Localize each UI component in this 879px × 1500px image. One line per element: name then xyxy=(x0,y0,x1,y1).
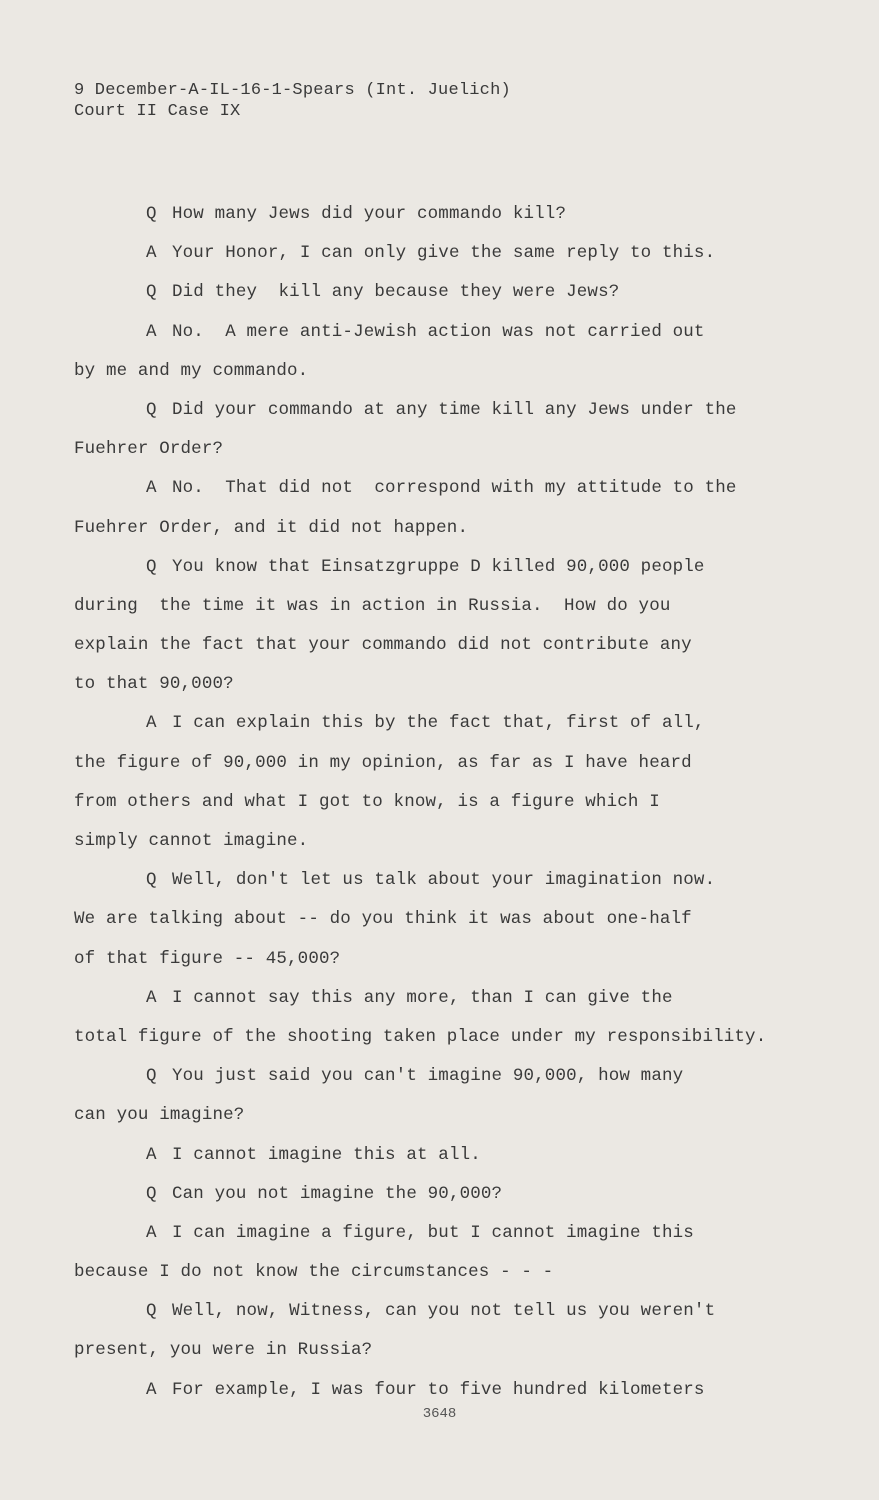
transcript-line xyxy=(74,1175,834,1214)
transcript-line xyxy=(74,900,834,939)
line-text: to that 90,000? xyxy=(74,674,234,695)
transcript-line xyxy=(74,744,834,783)
transcript-line xyxy=(74,704,834,743)
speaker-label: Q xyxy=(146,1066,157,1087)
speaker-label: A xyxy=(146,1379,157,1400)
line-text: by me and my commando. xyxy=(74,360,309,381)
speaker-label: A xyxy=(146,1222,157,1243)
line-text: can you imagine? xyxy=(74,1105,245,1126)
transcript-line xyxy=(74,391,834,430)
speaker-label: A xyxy=(146,987,157,1008)
speaker-label: Q xyxy=(146,1301,157,1322)
speaker-label: A xyxy=(146,478,157,499)
line-text: Fuehrer Order, and it did not happen. xyxy=(74,517,469,538)
transcript-line xyxy=(74,1214,834,1253)
speaker-label: A xyxy=(146,713,157,734)
transcript-line xyxy=(74,430,834,469)
transcript-line xyxy=(74,940,834,979)
document-header xyxy=(74,80,511,122)
line-text: total figure of the shooting taken place under my responsibility. xyxy=(74,1026,767,1047)
line-text: I can explain this by the fact that, first of all, xyxy=(172,713,705,734)
transcript-line xyxy=(74,1136,834,1175)
transcript-line xyxy=(74,1096,834,1135)
header-session-line: 9 December-A-IL-16-1-Spears (Int. Juelich) xyxy=(74,81,511,100)
line-text: present, you were in Russia? xyxy=(74,1340,373,1361)
line-text: during the time it was in action in Russia. How do you xyxy=(74,595,671,616)
transcript-line xyxy=(74,1018,834,1057)
speaker-label: Q xyxy=(146,399,157,420)
line-text: For example, I was four to five hundred kilometers xyxy=(172,1379,705,1400)
transcript-line xyxy=(74,626,834,665)
transcript-body xyxy=(74,195,834,1410)
line-text: the figure of 90,000 in my opinion, as far as I have heard xyxy=(74,752,692,773)
page-number: 3648 xyxy=(422,1406,457,1422)
line-text: Well, now, Witness, can you not tell us you weren't xyxy=(172,1301,716,1322)
line-text: Fuehrer Order? xyxy=(74,439,224,460)
speaker-label: Q xyxy=(146,204,157,224)
transcript-line xyxy=(74,352,834,391)
line-text: I cannot say this any more, than I can give the xyxy=(172,987,673,1008)
speaker-label: A xyxy=(146,243,157,264)
line-text: We are talking about -- do you think it was about one-half xyxy=(74,909,692,930)
transcript-line xyxy=(74,665,834,704)
transcript-line xyxy=(74,195,834,234)
transcript-line xyxy=(74,548,834,587)
transcript-line xyxy=(74,822,834,861)
transcript-line xyxy=(74,1371,834,1410)
transcript-line xyxy=(74,313,834,352)
transcript-line xyxy=(74,979,834,1018)
line-text: No. A mere anti-Jewish action was not carried out xyxy=(172,321,705,342)
line-text: No. That did not correspond with my attitude to the xyxy=(172,478,737,499)
transcript-line xyxy=(74,273,834,312)
transcript-line xyxy=(74,587,834,626)
line-text: Well, don't let us talk about your imagination now. xyxy=(172,870,716,891)
transcript-line xyxy=(74,234,834,273)
transcript-line xyxy=(74,509,834,548)
line-text: simply cannot imagine. xyxy=(74,831,309,851)
transcript-line xyxy=(74,1292,834,1331)
line-text: Your Honor, I can only give the same reply to this. xyxy=(172,243,716,264)
speaker-label: Q xyxy=(146,1183,157,1204)
transcript-line xyxy=(74,1057,834,1096)
line-text: I cannot imagine this at all. xyxy=(172,1144,481,1165)
line-text: Did they kill any because they were Jews? xyxy=(172,282,620,303)
transcript-line xyxy=(74,469,834,508)
speaker-label: A xyxy=(146,321,157,342)
transcript-line xyxy=(74,861,834,900)
line-text: because I do not know the circumstances - - - xyxy=(74,1262,554,1283)
line-text: explain the fact that your commando did not contribute any xyxy=(74,635,692,656)
line-text: of that figure -- 45,000? xyxy=(74,948,341,969)
header-court-line: Court II Case IX xyxy=(74,102,241,121)
line-text: You know that Einsatzgruppe D killed 90,000 people xyxy=(172,556,705,577)
transcript-line xyxy=(74,1331,834,1370)
speaker-label: Q xyxy=(146,556,157,577)
transcript-line xyxy=(74,783,834,822)
speaker-label: Q xyxy=(146,282,157,303)
line-text: How many Jews did your commando kill? xyxy=(172,204,567,224)
speaker-label: A xyxy=(146,1144,157,1165)
line-text: Can you not imagine the 90,000? xyxy=(172,1183,503,1204)
line-text: from others and what I got to know, is a figure which I xyxy=(74,791,660,812)
line-text: Did your commando at any time kill any Jews under the xyxy=(172,399,737,420)
line-text: I can imagine a figure, but I cannot imagine this xyxy=(172,1222,694,1243)
line-text: You just said you can't imagine 90,000, how many xyxy=(172,1066,684,1087)
transcript-line xyxy=(74,1253,834,1292)
speaker-label: Q xyxy=(146,870,157,891)
